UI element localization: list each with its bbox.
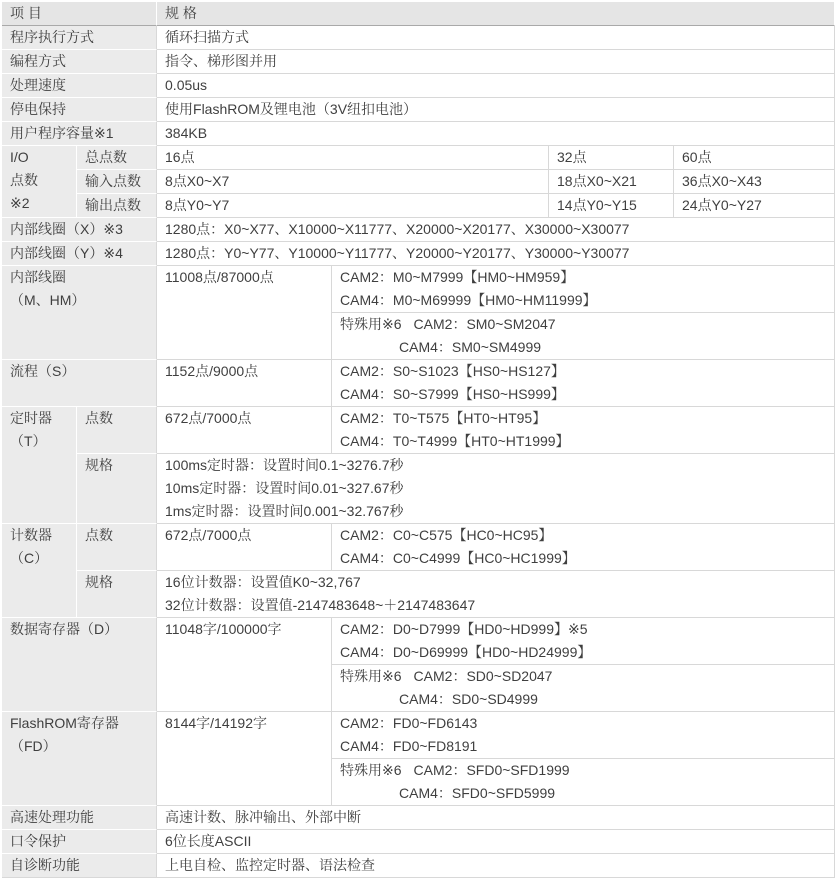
- cam-line: CAM4：S0~S7999【HS0~HS999】: [340, 386, 565, 402]
- io-row-label: 总点数: [77, 146, 157, 170]
- label-line: FlashROM寄存器: [10, 715, 119, 731]
- row-label: 自诊断功能: [2, 854, 157, 878]
- row-io-output: [2, 194, 835, 218]
- row-coil-m: [2, 266, 835, 313]
- special-prefix: 特殊用※6: [340, 316, 402, 332]
- label-line: （C）: [10, 550, 49, 566]
- cam-line: CAM2：S0~S1023【HS0~HS127】: [340, 363, 565, 379]
- row-value: 使用FlashROM及锂电池（3V纽扣电池）: [157, 98, 835, 122]
- spec-line: 10ms定时器：设置时间0.01~327.67秒: [165, 480, 404, 496]
- row-high-speed: [2, 806, 835, 830]
- special-prefix: 特殊用※6: [340, 762, 402, 778]
- spec-line: 100ms定时器：设置时间0.1~3276.7秒: [165, 457, 404, 473]
- cam-line: CAM2：SFD0~SFD1999: [413, 762, 570, 778]
- timer-points-label: 点数: [77, 407, 157, 454]
- cam-line: CAM2：C0~C575【HC0~HC95】: [340, 527, 553, 543]
- row-flow-s: [2, 360, 835, 407]
- label-line: （T）: [10, 433, 47, 449]
- flashrom-points: 8144字/14192字: [157, 712, 332, 806]
- cam-line: CAM2：SD0~SD2047: [413, 668, 553, 684]
- cam-line: CAM4：SD0~SD4999: [399, 691, 538, 707]
- row-flashrom: [2, 712, 835, 759]
- counter-points-label: 点数: [77, 524, 157, 571]
- data-register-cam-ranges: [332, 618, 835, 665]
- label-line: 计数器: [10, 527, 52, 543]
- row-label: 高速处理功能: [2, 806, 157, 830]
- row-value: 0.05us: [157, 74, 835, 98]
- cam-line: CAM4：FD0~FD8191: [340, 738, 478, 754]
- plc-spec-table: [2, 2, 835, 878]
- row-label: 程序执行方式: [2, 26, 157, 50]
- row-user-program-capacity: [2, 122, 835, 146]
- special-prefix: 特殊用※6: [340, 668, 402, 684]
- flow-label: 流程（S）: [2, 360, 157, 407]
- io-value-60: 36点X0~X43: [674, 170, 835, 194]
- timer-cam-ranges: [332, 407, 835, 454]
- label-line: （FD）: [10, 738, 57, 754]
- counter-spec-values: [157, 571, 835, 618]
- spec-line: 32位计数器：设置值-2147483648~＋2147483647: [165, 597, 476, 613]
- row-label: 编程方式: [2, 50, 157, 74]
- io-value-32: 32点: [549, 146, 674, 170]
- cam-line: CAM2：T0~T575【HT0~HT95】: [340, 410, 547, 426]
- coil-m-label: [2, 266, 157, 360]
- cam-line: CAM2：FD0~FD6143: [340, 715, 478, 731]
- header-row: [2, 2, 835, 26]
- row-label: 内部线圈（Y）※4: [2, 242, 157, 266]
- coil-m-cam-ranges: [332, 266, 835, 313]
- cam-line: CAM4：M0~M69999【HM0~HM11999】: [340, 292, 597, 308]
- io-value-32: 18点X0~X21: [549, 170, 674, 194]
- special-line: [340, 313, 826, 336]
- row-io-total: [2, 146, 835, 170]
- cam-line: CAM4：C0~C4999【HC0~HC1999】: [340, 550, 576, 566]
- row-label: 内部线圈（X）※3: [2, 218, 157, 242]
- io-group-label: [2, 146, 77, 218]
- cam-line: CAM2：D0~D7999【HD0~HD999】※5: [340, 621, 588, 637]
- data-register-label: 数据寄存器（D）: [2, 618, 157, 712]
- row-value: 6位长度ASCII: [157, 830, 835, 854]
- row-value: 1280点：X0~X77、X10000~X11777、X20000~X20177、X30000~X30077: [157, 218, 835, 242]
- io-value-16: 16点: [157, 146, 549, 170]
- special-line: [340, 665, 826, 688]
- cam-line: CAM2：M0~M7999【HM0~HM959】: [340, 269, 575, 285]
- flow-cam-ranges: [332, 360, 835, 407]
- io-value-60: 24点Y0~Y27: [674, 194, 835, 218]
- coil-m-special-ranges: [332, 313, 835, 360]
- row-value: 指令、梯形图并用: [157, 50, 835, 74]
- special-line: [340, 759, 826, 782]
- row-value: 上电自检、监控定时器、语法检查: [157, 854, 835, 878]
- flashrom-label: [2, 712, 157, 806]
- coil-m-points: 11008点/87000点: [157, 266, 332, 360]
- label-line: （M、HM）: [10, 292, 86, 308]
- header-spec-cell: 规 格: [157, 2, 835, 26]
- io-value-60: 60点: [674, 146, 835, 170]
- row-processing-speed: [2, 74, 835, 98]
- row-power-retention: [2, 98, 835, 122]
- row-value: 1280点：Y0~Y77、Y10000~Y11777、Y20000~Y20177、Y30000~Y30077: [157, 242, 835, 266]
- cam-line: CAM4：SM0~SM4999: [399, 339, 542, 355]
- io-value-16: 8点Y0~Y7: [157, 194, 549, 218]
- io-group-line: ※2: [10, 195, 30, 211]
- timer-spec-label: 规格: [77, 454, 157, 524]
- data-register-special-ranges: [332, 665, 835, 712]
- flashrom-special-ranges: [332, 759, 835, 806]
- row-label: 用户程序容量※1: [2, 122, 157, 146]
- row-label: 停电保持: [2, 98, 157, 122]
- row-programming-method: [2, 50, 835, 74]
- counter-label: [2, 524, 77, 618]
- row-value: 384KB: [157, 122, 835, 146]
- row-value: 高速计数、脉冲输出、外部中断: [157, 806, 835, 830]
- flow-points: 1152点/9000点: [157, 360, 332, 407]
- io-group-line: I/O: [10, 149, 29, 165]
- row-password: [2, 830, 835, 854]
- row-label: 处理速度: [2, 74, 157, 98]
- spec-line: 16位计数器：设置值K0~32,767: [165, 574, 361, 590]
- header-item-cell: 项 目: [2, 2, 157, 26]
- timer-label: [2, 407, 77, 524]
- cam-line: CAM4：T0~T4999【HT0~HT1999】: [340, 433, 570, 449]
- spec-line: 1ms定时器：设置时间0.001~32.767秒: [165, 503, 404, 519]
- io-value-32: 14点Y0~Y15: [549, 194, 674, 218]
- row-counter-spec: [2, 571, 835, 618]
- row-timer-spec: [2, 454, 835, 524]
- row-coil-x: [2, 218, 835, 242]
- label-line: 内部线圈: [10, 269, 66, 285]
- data-register-points: 11048字/100000字: [157, 618, 332, 712]
- flashrom-cam-ranges: [332, 712, 835, 759]
- io-row-label: 输出点数: [77, 194, 157, 218]
- cam-line: CAM4：D0~D69999【HD0~HD24999】: [340, 644, 592, 660]
- row-self-diagnosis: [2, 854, 835, 878]
- counter-points-value: 672点/7000点: [157, 524, 332, 571]
- io-row-label: 输入点数: [77, 170, 157, 194]
- io-group-line: 点数: [10, 172, 38, 188]
- counter-spec-label: 规格: [77, 571, 157, 618]
- cam-line: CAM4：SFD0~SFD5999: [399, 785, 556, 801]
- row-data-register: [2, 618, 835, 665]
- cam-line: CAM2：SM0~SM2047: [413, 316, 556, 332]
- label-line: 定时器: [10, 410, 52, 426]
- row-label: 口令保护: [2, 830, 157, 854]
- row-program-exec: [2, 26, 835, 50]
- counter-cam-ranges: [332, 524, 835, 571]
- row-coil-y: [2, 242, 835, 266]
- timer-spec-values: [157, 454, 835, 524]
- row-counter-points: [2, 524, 835, 571]
- io-value-16: 8点X0~X7: [157, 170, 549, 194]
- row-value: 循环扫描方式: [157, 26, 835, 50]
- row-io-input: [2, 170, 835, 194]
- timer-points-value: 672点/7000点: [157, 407, 332, 454]
- row-timer-points: [2, 407, 835, 454]
